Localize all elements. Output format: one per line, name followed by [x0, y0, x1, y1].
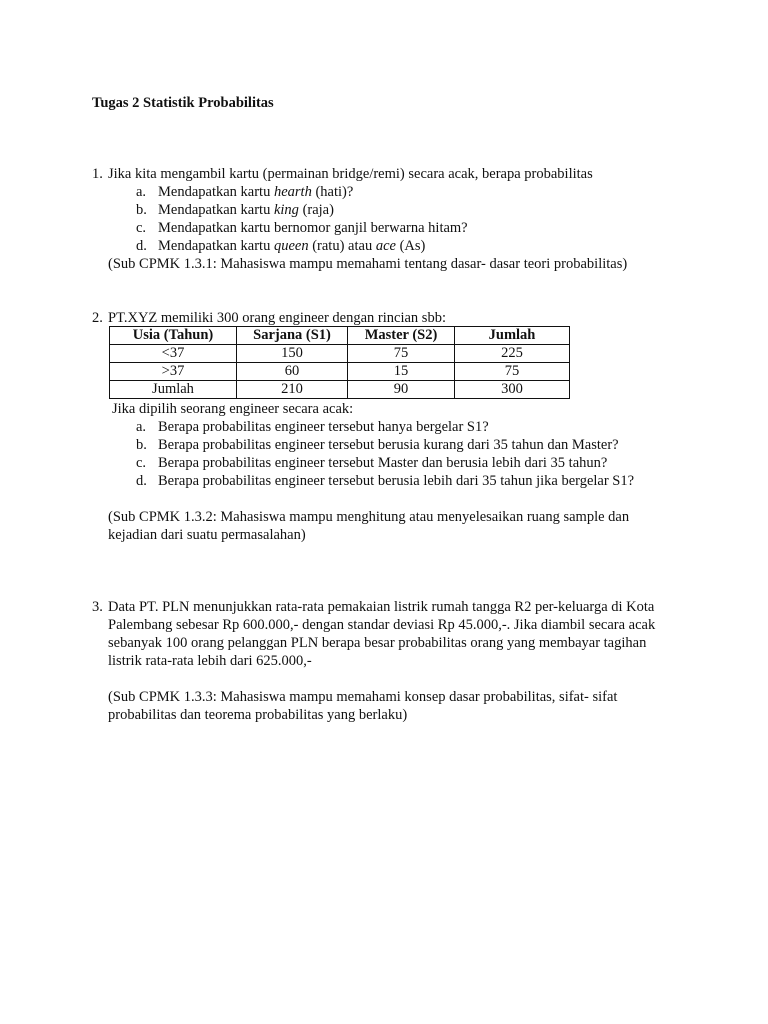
q2-item-b: Berapa probabilitas engineer tersebut berusia kurang dari 35 tahun dan Master? [158, 437, 619, 453]
table-cell: 300 [455, 381, 570, 399]
question-1-number: 1. [92, 166, 103, 182]
question-3-line-2: Palembang sebesar Rp 600.000,- dengan standar deviasi Rp 45.000,-. Jika diambil secara acak [108, 617, 656, 633]
table-header-cell: Master (S2) [348, 327, 455, 345]
table-cell: 15 [348, 363, 455, 381]
table-cell: 225 [455, 345, 570, 363]
question-3-note-line-2: probabilitas dan teorema probabilitas yang berlaku) [108, 707, 408, 723]
table-cell: 75 [348, 345, 455, 363]
q1-item-c: Mendapatkan kartu bernomor ganjil berwarna hitam? [158, 220, 468, 236]
question-1-text: Jika kita mengambil kartu (permainan bridge/remi) secara acak, berapa probabilitas [108, 166, 593, 182]
question-3-note-line-1: (Sub CPMK 1.3.3: Mahasiswa mampu memahami konsep dasar probabilitas, sifat- sifat [108, 689, 618, 705]
table-header-cell: Jumlah [455, 327, 570, 345]
q1-item-d-label: d. [136, 238, 147, 254]
q2-item-a-label: a. [136, 419, 147, 435]
q1-item-b: Mendapatkan kartu king (raja) [158, 202, 334, 218]
table-header-cell: Usia (Tahun) [110, 327, 237, 345]
question-3-number: 3. [92, 599, 103, 615]
q2-item-c: Berapa probabilitas engineer tersebut Master dan berusia lebih dari 35 tahun? [158, 455, 608, 471]
table-cell: 90 [348, 381, 455, 399]
table-cell: 75 [455, 363, 570, 381]
question-2-number: 2. [92, 310, 103, 326]
question-2-note-line-2: kejadian dari suatu permasalahan) [108, 527, 306, 543]
q1-item-a: Mendapatkan kartu hearth (hati)? [158, 184, 354, 200]
question-1-note: (Sub CPMK 1.3.1: Mahasiswa mampu memahami tentang dasar- dasar teori probabilitas) [108, 256, 628, 272]
table-cell: Jumlah [110, 381, 237, 399]
table-cell: 60 [237, 363, 348, 381]
q2-item-a: Berapa probabilitas engineer tersebut hanya bergelar S1? [158, 419, 489, 435]
table-cell: >37 [110, 363, 237, 381]
q2-item-d-label: d. [136, 473, 147, 489]
q1-item-c-label: c. [136, 220, 147, 236]
table-cell: 210 [237, 381, 348, 399]
question-3-line-3: sebanyak 100 orang pelanggan PLN berapa besar probabilitas orang yang membayar tagihan [108, 635, 647, 651]
table-row [110, 381, 570, 399]
q1-item-d: Mendapatkan kartu queen (ratu) atau ace (As) [158, 238, 426, 254]
question-2-text: PT.XYZ memiliki 300 orang engineer dengan rincian sbb: [108, 310, 446, 326]
table-cell: 150 [237, 345, 348, 363]
document-title: Tugas 2 Statistik Probabilitas [92, 95, 274, 111]
table-row [110, 345, 570, 363]
question-3-line-4: listrik rata-rata lebih dari 625.000,- [108, 653, 312, 669]
question-3-line-1: Data PT. PLN menunjukkan rata-rata pemakaian listrik rumah tangga R2 per-keluarga di Kota [108, 599, 655, 615]
table-cell: <37 [110, 345, 237, 363]
q2-item-d: Berapa probabilitas engineer tersebut berusia lebih dari 35 tahun jika bergelar S1? [158, 473, 635, 489]
question-2-note-line-1: (Sub CPMK 1.3.2: Mahasiswa mampu menghitung atau menyelesaikan ruang sample dan [108, 509, 630, 525]
q2-item-c-label: c. [136, 455, 147, 471]
q2-item-b-label: b. [136, 437, 147, 453]
table-header-row [110, 327, 570, 345]
q1-item-a-label: a. [136, 184, 147, 200]
q1-item-b-label: b. [136, 202, 147, 218]
engineer-table [109, 326, 570, 399]
table-header-cell: Sarjana (S1) [237, 327, 348, 345]
table-row [110, 363, 570, 381]
question-2-intro: Jika dipilih seorang engineer secara acak: [112, 401, 354, 417]
